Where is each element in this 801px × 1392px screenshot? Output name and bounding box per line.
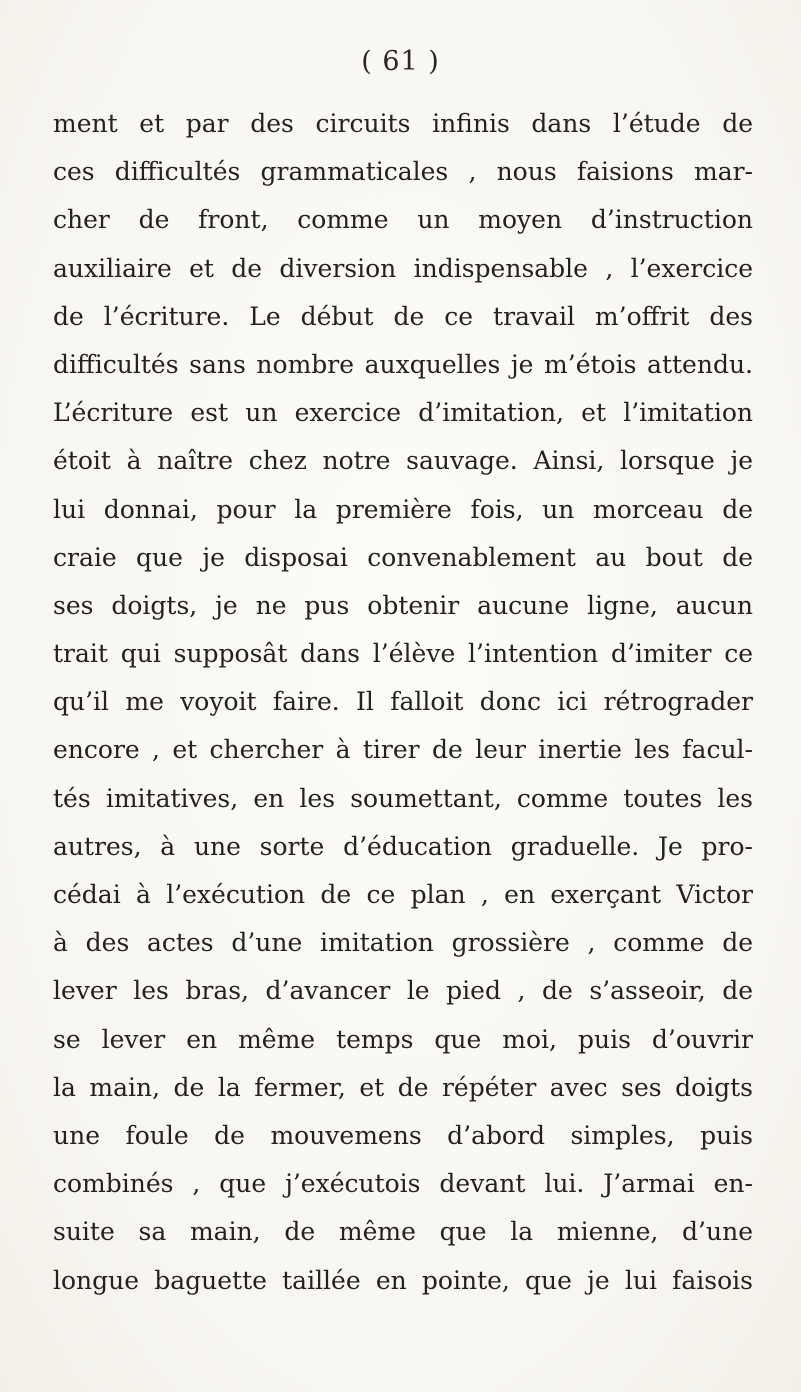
text-line: auxiliaire et de diversion indispensable , l’exercice: [53, 253, 753, 283]
text-line: cédai à l’exécution de ce plan , en exerçant Victor: [53, 880, 753, 909]
text-line: ses doigts, je ne pus obtenir aucune ligne, aucun: [53, 590, 753, 620]
text-line: la main, de la fermer, et de répéter avec ses doigts: [53, 1072, 753, 1102]
text-line: une foule de mouvemens d’abord simples, puis: [53, 1120, 753, 1150]
text-line: suite sa main, de même que la mienne, d’une: [53, 1217, 753, 1247]
page-number: ( 61 ): [361, 46, 440, 77]
text-line: étoit à naître chez notre sauvage. Ainsi, lorsque je: [53, 446, 753, 476]
text-line: L’écriture est un exercice d’imitation, et l’imitation: [53, 398, 753, 428]
text-line: ces difficultés grammaticales , nous faisions mar-: [53, 157, 753, 187]
text-line: cher de front, comme un moyen d’instruction: [53, 205, 753, 235]
text-line: trait qui supposât dans l’élève l’intention d’imiter ce: [53, 639, 753, 669]
text-line: se lever en même temps que moi, puis d’ouvrir: [53, 1024, 753, 1054]
text-line: lever les bras, d’avancer le pied , de s’asseoir, de: [53, 976, 753, 1006]
text-line: craie que je disposai convenablement au bout de: [53, 542, 753, 572]
text-line: qu’il me voyoit faire. Il falloit donc ici rétrograder: [53, 687, 753, 717]
text-line: tés imitatives, en les soumettant, comme toutes les: [53, 783, 753, 813]
text-line: à des actes d’une imitation grossière , comme de: [53, 928, 753, 958]
text-line: autres, à une sorte d’éducation graduelle. Je pro-: [53, 831, 753, 861]
body-text: [53, 100, 753, 1305]
text-line: ment et par des circuits infinis dans l’étude de: [53, 109, 753, 138]
text-line: de l’écriture. Le début de ce travail m’offrit des: [53, 301, 753, 331]
text-line: lui donnai, pour la première fois, un morceau de: [53, 494, 753, 524]
text-line: encore , et chercher à tirer de leur inertie les facul-: [53, 735, 753, 765]
text-line: longue baguette taillée en pointe, que je lui faisois: [53, 1265, 753, 1295]
text-line: combinés , que j’exécutois devant lui. J’armai en-: [53, 1169, 753, 1199]
text-line: difficultés sans nombre auxquelles je m’étois attendu.: [53, 349, 753, 379]
